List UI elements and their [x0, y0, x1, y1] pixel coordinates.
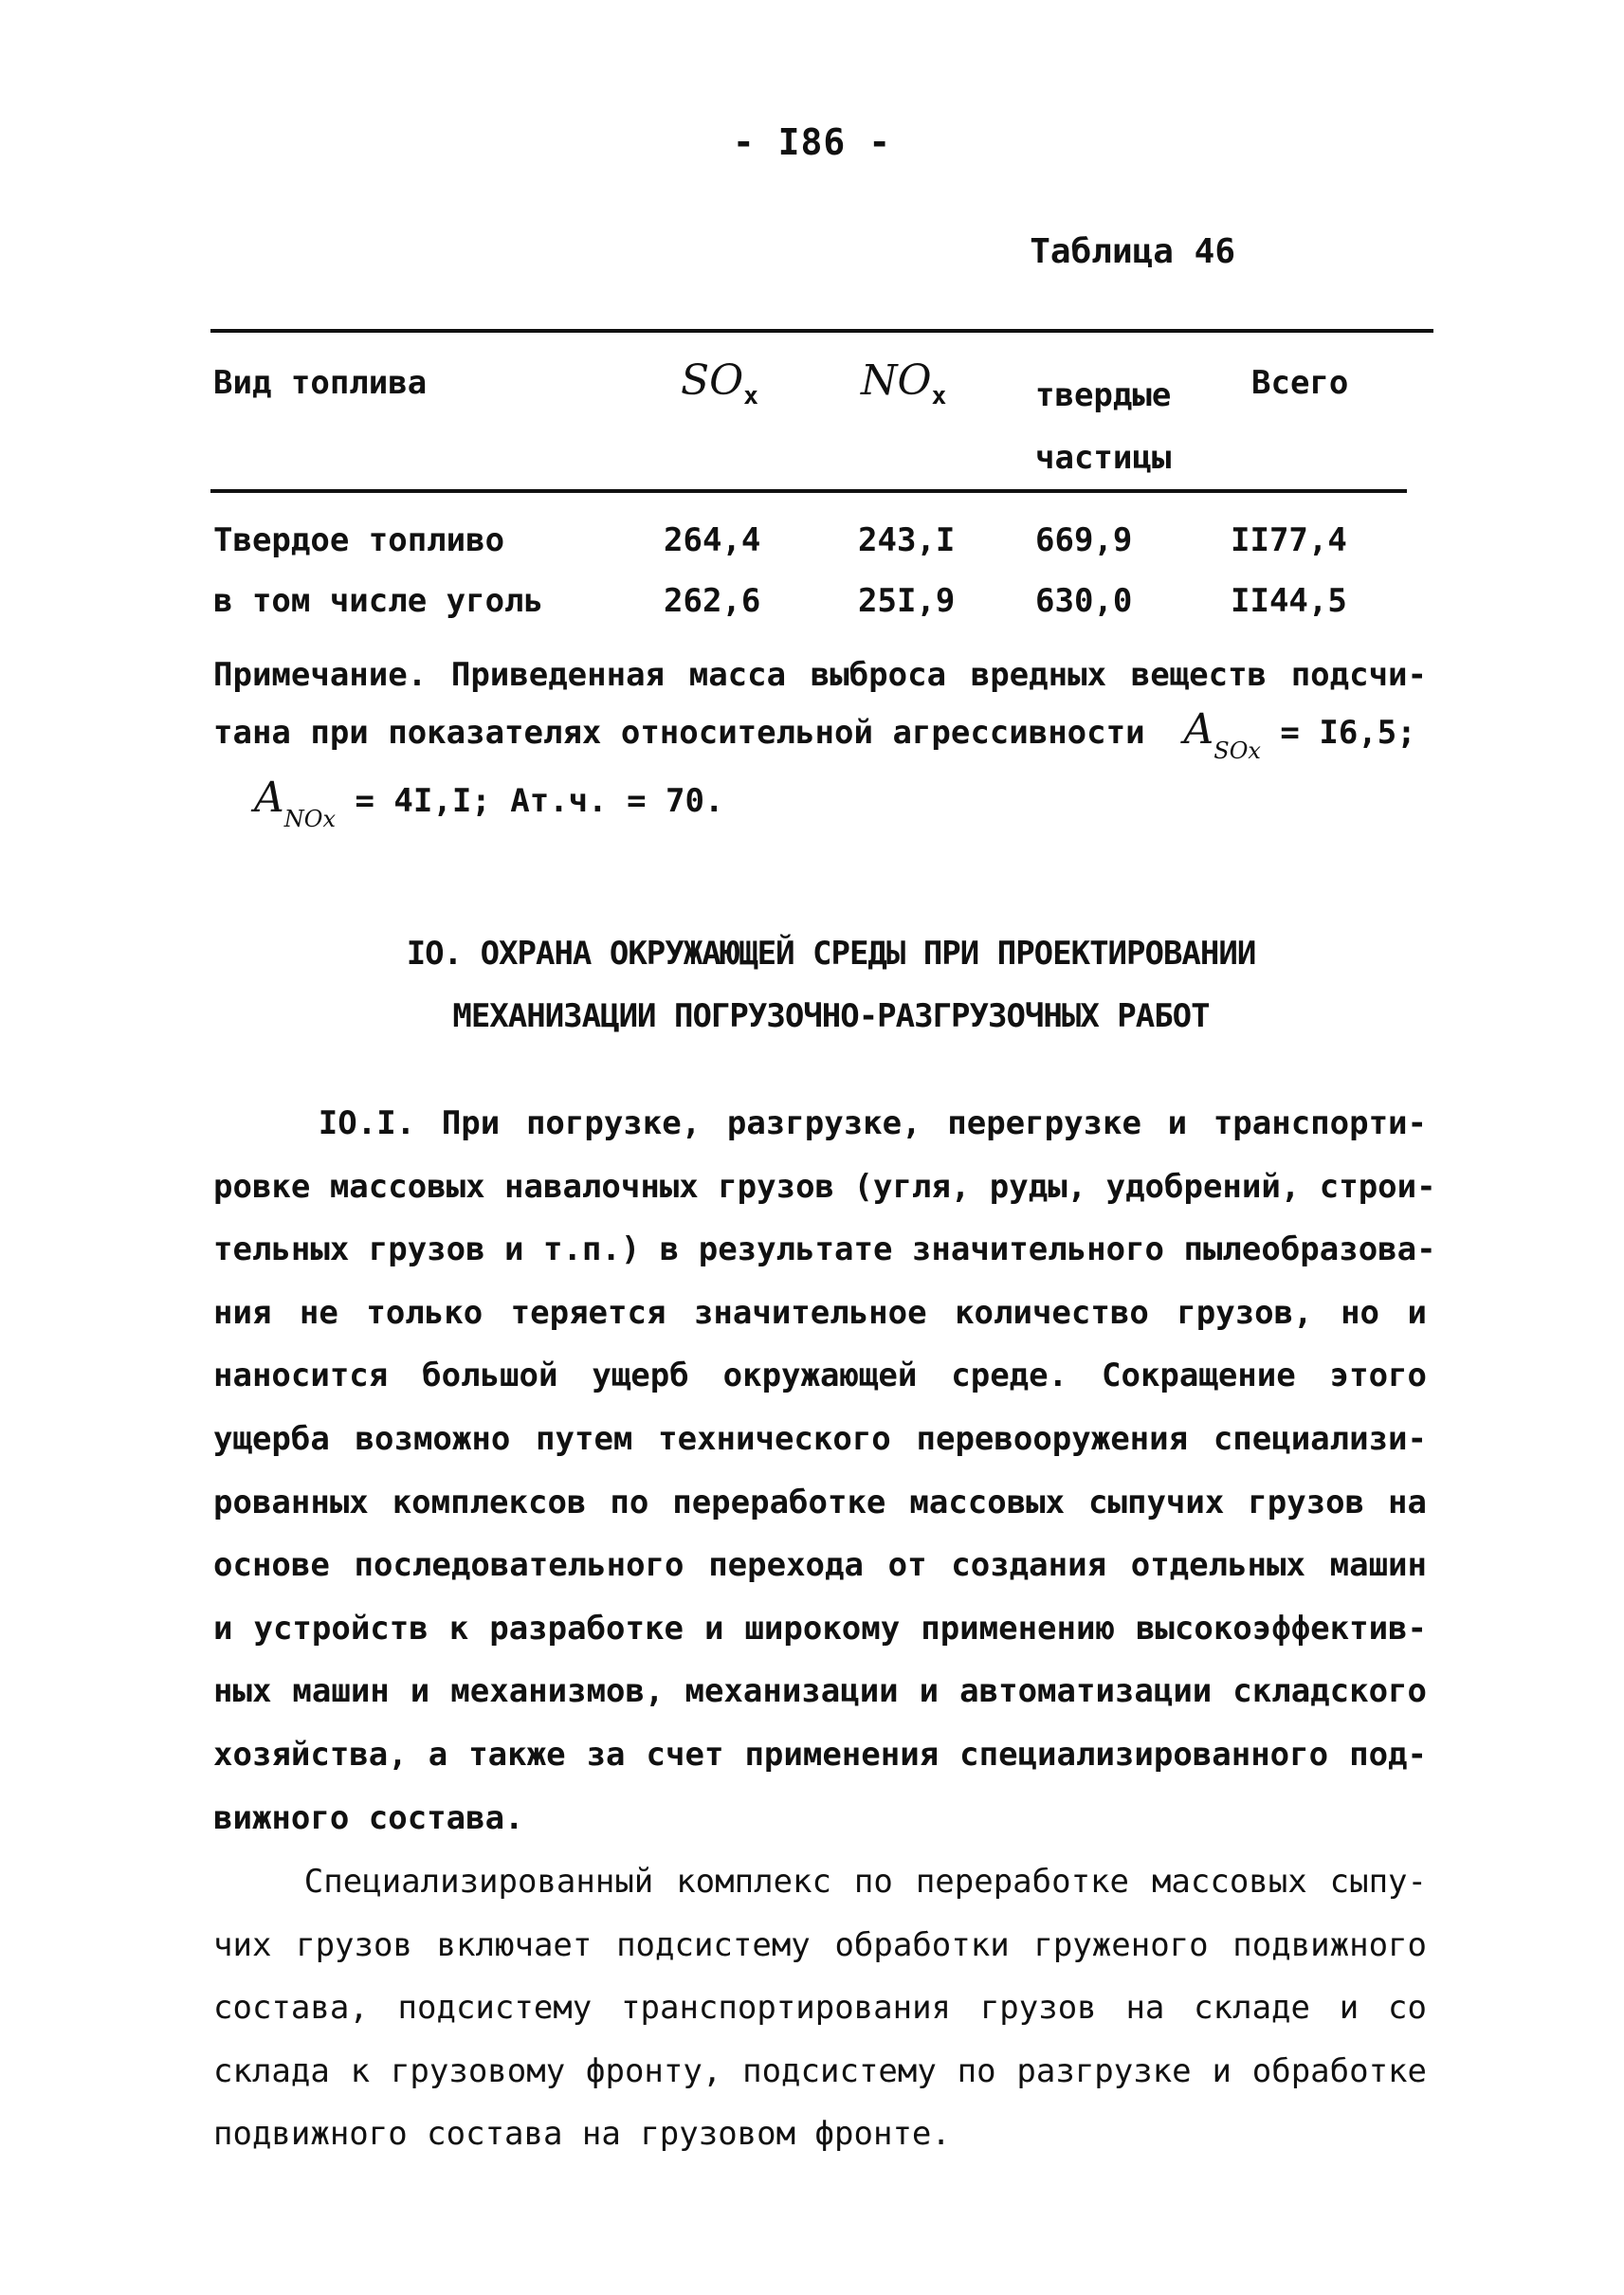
aggressiveness-symbol: A: [254, 774, 284, 822]
table-note: [213, 645, 1427, 705]
paragraph-line: подвижного состава на грузовом фронте.: [213, 2115, 951, 2154]
header-solid-particles: твердые частицы: [1035, 376, 1172, 477]
note-line: тана при показателях относительной агрессивности $A_{SOx} = I6,5$;: [213, 705, 1416, 764]
paragraph-line: тельных грузов и т.п.) в результате значительного пылеобразова-: [213, 1230, 1436, 1269]
paragraph-line: основе последовательного перехода от создания отдельных машин: [213, 1546, 1427, 1585]
row-label: в том числе уголь: [213, 582, 543, 620]
aggressiveness-symbol: A: [1183, 705, 1214, 754]
table-header-rule: [210, 489, 1407, 493]
header-sox: $SO_x$: [681, 356, 758, 410]
paragraph-line: чих грузов включает подсистему обработки груженого подвижного: [213, 1925, 1427, 1964]
row-nox: 243,I: [858, 521, 956, 559]
paragraph-line: ровке массовых навалочных грузов (угля, руды, удобрений, строи-: [213, 1167, 1436, 1206]
section-title: IO. ОХРАНА ОКРУЖАЮЩЕЙ СРЕДЫ ПРИ ПРОЕКТИРОВАНИИ: [406, 935, 1256, 973]
page-number: - I86 -: [732, 121, 892, 163]
row-nox: 25I,9: [858, 582, 956, 620]
row-total: II44,5: [1231, 582, 1347, 620]
row-sox: 262,6: [664, 582, 761, 620]
paragraph-line: рованных комплексов по переработке массовых сыпучих грузов на: [213, 1483, 1427, 1521]
row-sox: 264,4: [664, 521, 761, 559]
header-nox: $NO_x$: [861, 356, 947, 410]
paragraph-line: ния не только теряется значительное количество грузов, но и: [213, 1293, 1427, 1332]
row-solid: 669,9: [1035, 521, 1133, 559]
paragraph-line: ных машин и механизмов, механизации и автоматизации складского: [213, 1672, 1427, 1711]
row-solid: 630,0: [1035, 582, 1133, 620]
note-line: $A_{NOx} = 4I,I$; Aт.ч. = 70.: [254, 774, 724, 832]
paragraph-line: Специализированный комплекс по переработке массовых сыпу-: [213, 1863, 1427, 1901]
body-paragraph: [213, 1092, 1436, 1849]
row-label: Твердое топливо: [213, 521, 505, 559]
section-title: МЕХАНИЗАЦИИ ПОГРУЗОЧНО-РАЗГРУЗОЧНЫХ РАБОТ: [452, 997, 1210, 1035]
paragraph-line: вижного состава.: [213, 1798, 524, 1837]
body-paragraph: [213, 1850, 1427, 2166]
paragraph-line: и устройств к разработке и широкому применению высокоэффектив-: [213, 1609, 1427, 1648]
paragraph-line: склада к грузовому фронту, подсистему по разгрузке и обработке: [213, 2051, 1427, 2090]
paragraph-line: наносится большой ущерб окружающей среде. Сокращение этого: [213, 1357, 1427, 1395]
paragraph-line: ущерба возможно путем технического перевооружения специализи-: [213, 1419, 1427, 1458]
row-total: II77,4: [1231, 521, 1347, 559]
table-caption: Таблица 46: [1030, 232, 1235, 271]
table-top-rule: [210, 329, 1433, 333]
paragraph-line: IO.I. При погрузке, разгрузке, перегрузке и транспорти-: [213, 1104, 1427, 1142]
paragraph-line: хозяйства, а также за счет применения специализированного под-: [213, 1735, 1427, 1774]
paragraph-line: состава, подсистему транспортирования грузов на складе и со: [213, 1989, 1427, 2028]
note-line: Примечание. Приведенная масса выброса вредных веществ подсчи-: [213, 656, 1427, 694]
header-total: Всего: [1251, 364, 1349, 402]
header-fuel-type: Вид топлива: [213, 364, 428, 402]
